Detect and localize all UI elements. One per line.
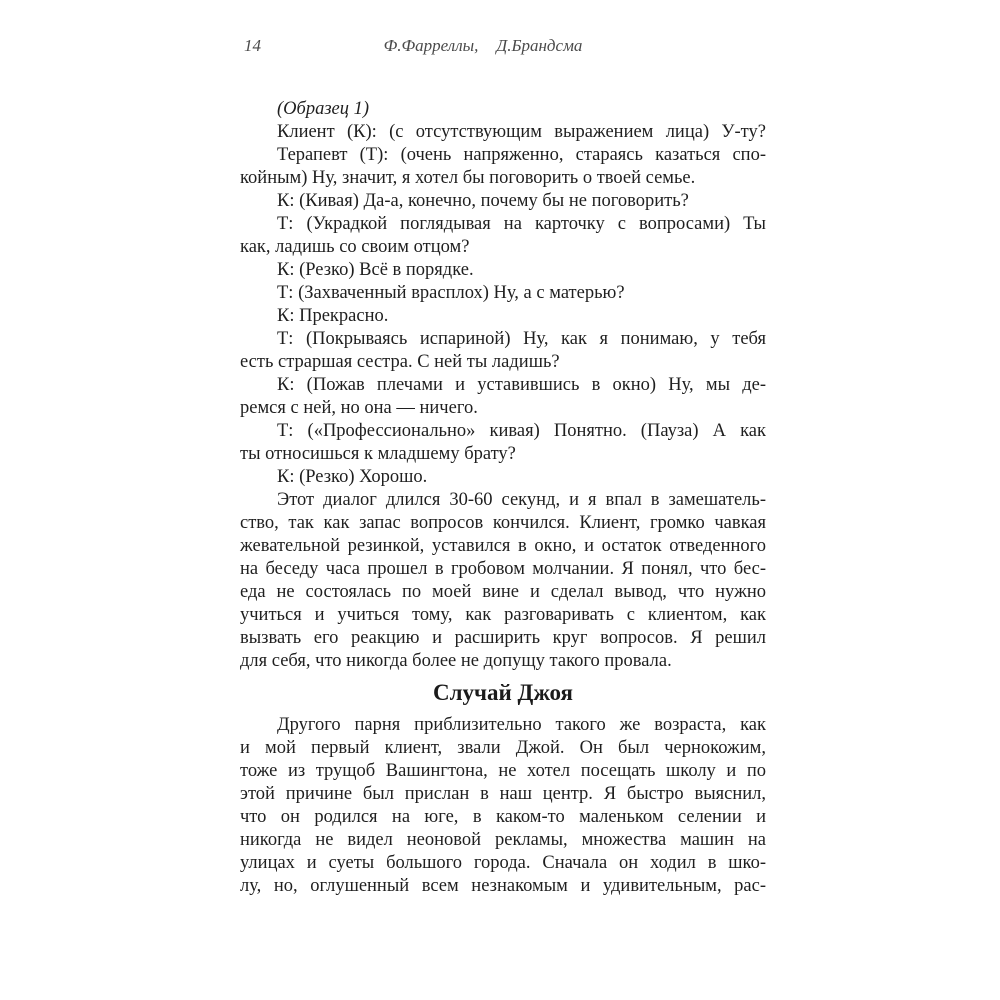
text-line: Т: («Профессионально» кивая) Понятно. (Пауза) А как bbox=[277, 421, 766, 441]
text-line: лу, но, оглушенный всем незнакомым и удивительным, рас- bbox=[240, 876, 766, 896]
text-line: жевательной резинкой, уставился в окно, и остаток отведенного bbox=[240, 536, 766, 556]
header-authors bbox=[240, 36, 726, 56]
text-line: этой причине был прислан в наш центр. Я быстро выяснил, bbox=[240, 784, 766, 804]
text-line: ство, так как запас вопросов кончился. Клиент, громко чавкая bbox=[240, 513, 766, 533]
text-line: Т: (Украдкой поглядывая на карточку с вопросами) Ты bbox=[277, 214, 766, 234]
text-line: К: (Резко) Хорошо. bbox=[277, 467, 428, 487]
text-line: улицах и суеты большого города. Сначала он ходил в шко- bbox=[240, 853, 766, 873]
text-line: ты относишься к младшему брату? bbox=[240, 444, 516, 464]
text-line: еда не состоялась по моей вине и сделал вывод, что нужно bbox=[240, 582, 766, 602]
text-line: койным) Ну, значит, я хотел бы поговорить о твоей семье. bbox=[240, 168, 696, 188]
text-line: К: (Кивая) Да-а, конечно, почему бы не поговорить? bbox=[277, 191, 689, 211]
page-number: 14 bbox=[244, 36, 261, 55]
text-line: никогда не видел неоновой рекламы, множества машин на bbox=[240, 830, 766, 850]
text-line: К: Прекрасно. bbox=[277, 306, 389, 326]
text-line: Терапевт (Т): (очень напряженно, стараясь казаться спо- bbox=[277, 145, 766, 165]
running-header bbox=[240, 36, 766, 56]
text-line: Этот диалог длился 30-60 секунд, и я впал в замешатель- bbox=[277, 490, 766, 510]
text-line: Т: (Захваченный врасплох) Ну, а с матерью? bbox=[277, 283, 625, 303]
joy-case-text-block bbox=[240, 714, 766, 898]
text-line: на беседу часа прошел в гробовом молчании. Я понял, что бес- bbox=[240, 559, 766, 579]
text-line: есть страршая сестра. С ней ты ладишь? bbox=[240, 352, 560, 372]
text-line: как, ладишь со своим отцом? bbox=[240, 237, 470, 257]
text-line: и мой первый клиент, звали Джой. Он был чернокожим, bbox=[240, 738, 766, 758]
text-line: что он родился на юге, в каком-то маленьком селении и bbox=[240, 807, 766, 827]
text-line: К: (Пожав плечами и уставившись в окно) Ну, мы де- bbox=[277, 375, 766, 395]
text-line: Клиент (К): (с отсутствующим выражением лица) У-ту? bbox=[277, 122, 766, 142]
text-line: для себя, что никогда более не допущу такого провала. bbox=[240, 651, 672, 671]
text-line: ремся с ней, но она — ничего. bbox=[240, 398, 478, 418]
text-line: К: (Резко) Всё в порядке. bbox=[277, 260, 474, 280]
text-line: (Образец 1) bbox=[277, 99, 370, 119]
text-line: Т: (Покрываясь испариной) Ну, как я понимаю, у тебя bbox=[277, 329, 766, 349]
text-column bbox=[240, 36, 766, 898]
text-line: учиться и учиться тому, как разговаривать с клиентом, как bbox=[240, 605, 766, 625]
header-author-first: Ф.Фарреллы, bbox=[383, 36, 479, 55]
dialog-text-block bbox=[240, 98, 766, 673]
header-author-second: Д.Брандсма bbox=[496, 36, 583, 55]
section-heading: Случай Джоя bbox=[433, 680, 573, 705]
text-line: вызвать его реакцию и расширить круг вопросов. Я решил bbox=[240, 628, 766, 648]
text-line: тоже из трущоб Вашингтона, не хотел посещать школу и по bbox=[240, 761, 766, 781]
text-line: Другого парня приблизительно такого же возраста, как bbox=[277, 715, 766, 735]
